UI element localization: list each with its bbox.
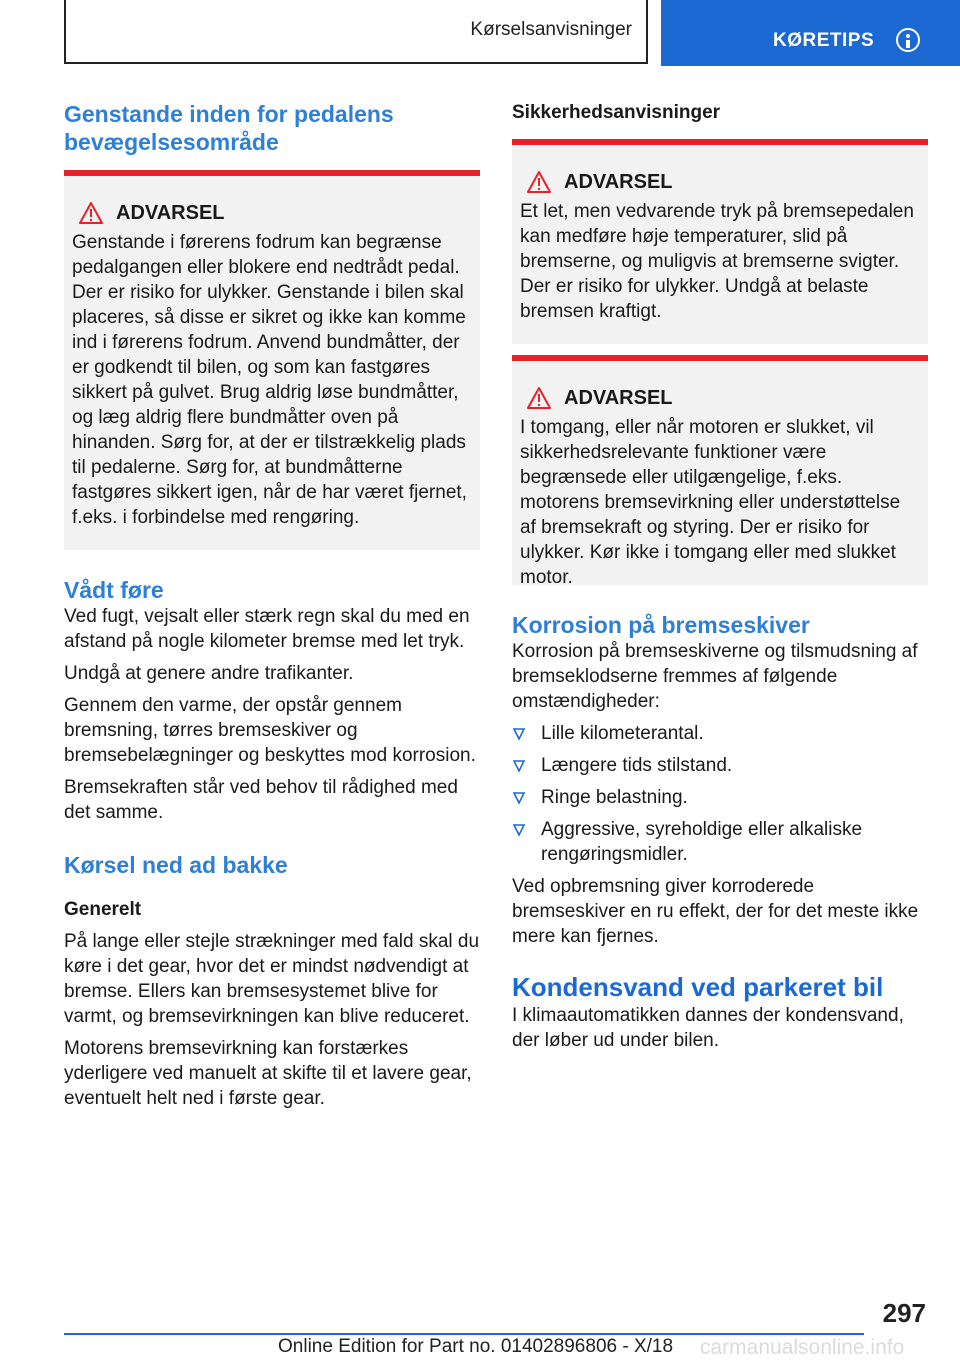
triangle-bullet-icon [512, 823, 526, 837]
triangle-bullet-icon [512, 759, 526, 773]
watermark: carmanualsonline.info [700, 1336, 905, 1359]
list-item [512, 817, 928, 867]
list-item-text: Ringe belastning. [541, 787, 688, 808]
heading-downhill: Kørsel ned ad bakke [64, 852, 288, 878]
edition-text: Online Edition for Part no. 01402896806 - X/18 [278, 1336, 674, 1357]
warning-header [520, 167, 920, 197]
paragraph: Korrosion på bremseskiverne og tilsmudsning af bremseklodserne fremmes af følgende omstændigheder: [512, 641, 918, 712]
triangle-bullet-icon [512, 727, 526, 741]
paragraph: Motorens bremsevirkning kan forstærkes yderligere ved manuelt at skifte til et lavere gear, eventuelt helt ned i første gear. [64, 1038, 472, 1109]
heading-wet-roads: Vådt føre [64, 577, 164, 603]
list-item-text: Længere tids stilstand. [541, 755, 733, 776]
list-item [512, 785, 928, 810]
subheading-general: Generelt [64, 899, 142, 920]
paragraph: På lange eller stejle strækninger med fald skal du køre i det gear, hvor det er mindst nødvendigt at bremse. Ellers kan bremsesystemet blive for varmt, og bremsevirkningen kan blive reduceret. [64, 931, 480, 1027]
warning-box-idle [512, 355, 928, 588]
warning-box-floor-mats [64, 170, 480, 550]
warning-title: ADVARSEL [564, 170, 673, 193]
page-header [0, 0, 960, 66]
list-item [512, 721, 928, 746]
list-item-text: Lille kilometerantal. [541, 723, 704, 744]
warning-title: ADVARSEL [564, 386, 673, 409]
heading-safety-instructions: Sikkerhedsanvisninger [512, 102, 721, 123]
warning-triangle-icon [526, 386, 552, 410]
heading-condensation: Kondensvand ved parkeret bil [512, 972, 884, 1002]
section-title: Kørselsanvisninger [64, 0, 648, 64]
warning-text: Genstande i førerens fodrum kan begrænse pedalgangen eller blokere end nedtrådt pedal. Der er risiko for ulykker. Genstande i bilen skal placeres, så disse er sikret og ikke kan komme ind i førerens fodrum. Anvend bundmåtter, der er godkendt til bilen, og som kan fastgøres sikkert på gulvet. Brug aldrig løse bundmåtter, og læg aldrig flere bundmåtter oven på hinanden. Sørg for, at der er tilstrækkelig plads til pedalerne. Sørg for, at bundmåtterne fastgøres sikkert igen, når de har været fjernet, f.eks. i forbindelse med rengøring. [72, 232, 467, 528]
heading-brake-disc-corrosion: Korrosion på bremseskiver [512, 612, 810, 638]
paragraph: Bremsekraften står ved behov til rådighed med det samme. [64, 777, 458, 823]
warning-text: Et let, men vedvarende tryk på bremsepedalen kan medføre høje temperaturer, slid på bremserne, og muligvis at bremserne svigter. Der er risiko for ulykker. Undgå at belaste bremsen kraftigt. [520, 201, 914, 322]
warning-header [72, 198, 472, 228]
list-item-text: Aggressive, syreholdige eller alkaliske rengøringsmidler. [541, 819, 863, 865]
warning-title: ADVARSEL [116, 201, 225, 224]
footer-divider [64, 1333, 864, 1335]
warning-text: I tomgang, eller når motoren er slukket, vil sikkerhedsrelevante funktioner være begrænsede eller utilgængelige, f.eks. motorens bremsevirkning eller understøttelse af bremsekraft og styring. Der er risiko for ulykker. Kør ikke i tomgang eller med slukket motor. [520, 417, 901, 588]
warning-triangle-icon [78, 201, 104, 225]
list-item [512, 753, 928, 778]
paragraph: Undgå at genere andre trafikanter. [64, 663, 354, 684]
paragraph: Gennem den varme, der opstår gennem bremsning, tørres bremseskiver og bremsebelægninger og beskyttes mod korrosion. [64, 695, 476, 766]
left-column [64, 100, 480, 1118]
warning-box-brake-pressure [512, 139, 928, 344]
paragraph: Ved opbremsning giver korroderede bremseskiver en ru effekt, der for det meste ikke mere kan fjernes. [512, 876, 919, 947]
paragraph: Ved fugt, vejsalt eller stærk regn skal du med en afstand på nogle kilometer bremse med let tryk. [64, 606, 470, 652]
triangle-bullet-icon [512, 791, 526, 805]
right-column [512, 100, 928, 1060]
page-number: 297 [882, 1298, 926, 1328]
heading-objects-pedal-area: Genstande inden for pedalens bevægelsesområde [64, 101, 394, 155]
warning-header [520, 383, 920, 413]
info-icon[interactable] [896, 28, 920, 52]
chapter-tab-label: KØRETIPS [773, 30, 875, 51]
paragraph: I klimaautomatikken dannes der kondensvand, der løber ud under bilen. [512, 1005, 904, 1051]
chapter-tab[interactable] [661, 0, 960, 66]
bullet-list [512, 721, 928, 867]
warning-triangle-icon [526, 170, 552, 194]
